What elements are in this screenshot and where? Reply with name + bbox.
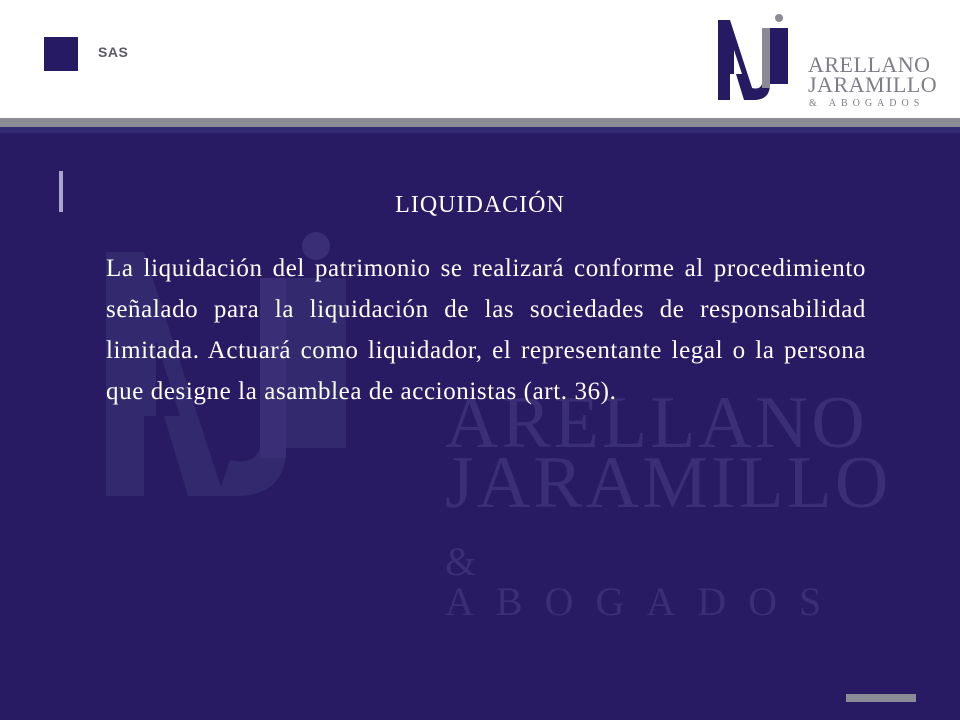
logo-word-3: & ABOGADOS xyxy=(809,98,925,109)
header-divider-grey xyxy=(0,118,960,127)
watermark-word-2: JARAMILLO xyxy=(445,442,892,524)
logo-word-2: JARAMILLO xyxy=(808,72,938,97)
footer-accent-bar xyxy=(846,694,916,702)
aj-monogram-icon xyxy=(716,14,808,102)
logo-word-1: ARELLANO xyxy=(808,52,931,77)
watermark-word-1: ARELLANO xyxy=(445,382,868,464)
header-label: SAS xyxy=(98,44,129,60)
slide-title: LIQUIDACIÓN xyxy=(395,192,565,218)
slide-header xyxy=(0,0,960,118)
header-square-icon xyxy=(44,37,78,71)
watermark-word-3: & ABOGADOS xyxy=(445,539,844,624)
company-logo xyxy=(716,2,946,114)
slide-body-text: La liquidación del patrimonio se realizará conforme al procedimiento señalado para la liquidación de las sociedades de responsabilidad limitada. Actuará como liquidador, el representante legal o la persona que designe la asamblea de accionistas (art. 36). xyxy=(106,255,866,405)
